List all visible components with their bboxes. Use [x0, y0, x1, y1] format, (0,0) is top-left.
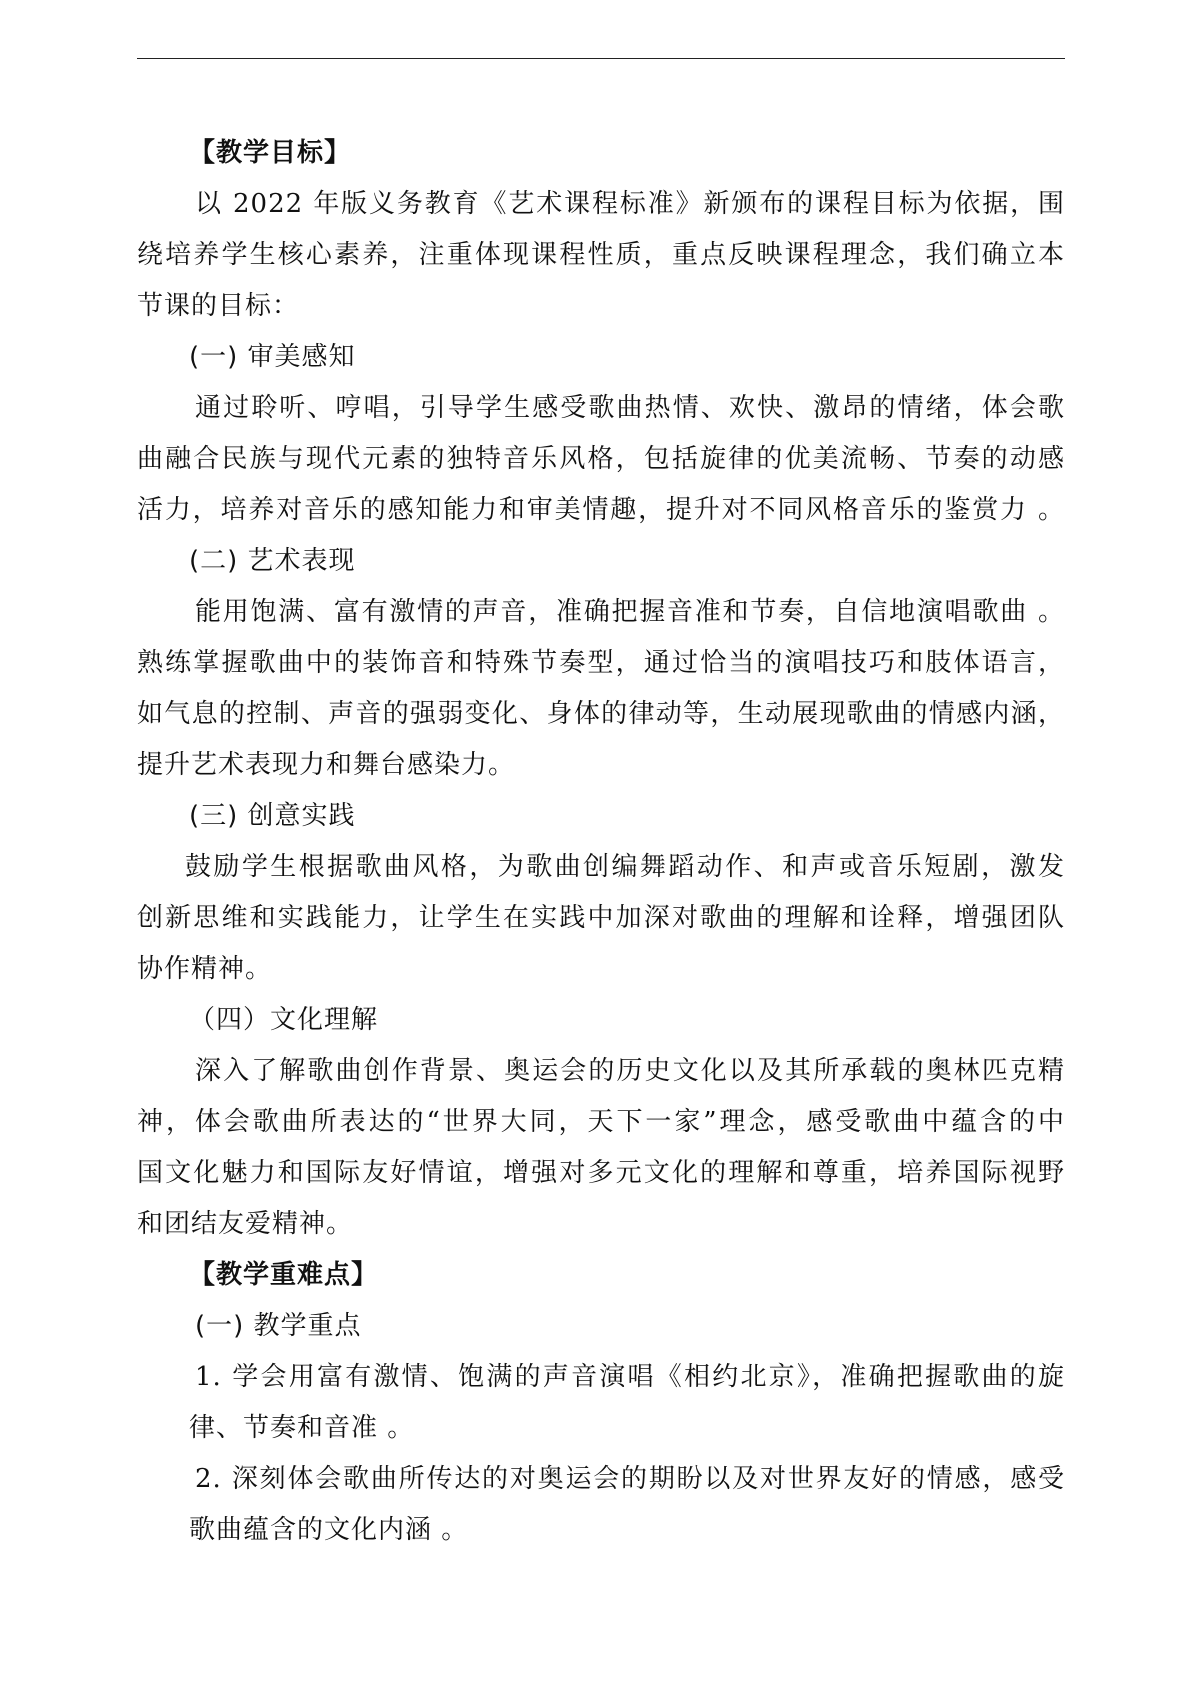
paragraph-line: 曲融合民族与现代元素的独特音乐风格，包括旋律的优美流畅、节奏的动感 — [137, 444, 1065, 474]
paragraph-line: 绕培养学生核心素养，注重体现课程性质，重点反映课程理念，我们确立本 — [137, 240, 1065, 270]
paragraph-line: 通过聆听、哼唱，引导学生感受歌曲热情、欢快、激昂的情绪，体会歌 — [195, 393, 1065, 423]
list-item-line: 律、节奏和音准 。 — [189, 1413, 415, 1443]
paragraph-line: 协作精神。 — [137, 954, 273, 984]
subheading-culture: （四）文化理解 — [189, 1005, 379, 1035]
paragraph-line: 神，体会歌曲所表达的“世界大同，天下一家”理念，感受歌曲中蕴含的中 — [137, 1107, 1065, 1137]
paragraph-line: 鼓励学生根据歌曲风格，为歌曲创编舞蹈动作、和声或音乐短剧，激发 — [185, 852, 1065, 882]
paragraph-line: 活力，培养对音乐的感知能力和审美情趣，提升对不同风格音乐的鉴赏力 。 — [137, 495, 1065, 525]
list-item-line: 1. 学会用富有激情、饱满的声音演唱《相约北京》，准确把握歌曲的旋 — [195, 1362, 1065, 1392]
subheading-focus: (一) 教学重点 — [195, 1311, 362, 1341]
paragraph-line: 熟练掌握歌曲中的装饰音和特殊节奏型，通过恰当的演唱技巧和肢体语言， — [137, 648, 1065, 678]
paragraph-line: 以 2022 年版义务教育《艺术课程标准》新颁布的课程目标为依据，围 — [195, 189, 1065, 219]
list-item-line: 歌曲蕴含的文化内涵 。 — [189, 1515, 469, 1545]
section-heading-goals: 【教学目标】 — [189, 138, 352, 168]
subheading-aesthetic: (一) 审美感知 — [189, 342, 356, 372]
paragraph-line: 和团结友爱精神。 — [137, 1209, 354, 1239]
subheading-practice: (三) 创意实践 — [189, 801, 356, 831]
paragraph-line: 节课的目标： — [137, 291, 300, 321]
section-heading-keypoints: 【教学重难点】 — [189, 1260, 379, 1290]
paragraph-line: 提升艺术表现力和舞台感染力。 — [137, 750, 516, 780]
paragraph-line: 如气息的控制、声音的强弱变化、身体的律动等，生动展现歌曲的情感内涵， — [137, 699, 1065, 729]
paragraph-line: 深入了解歌曲创作背景、奥运会的历史文化以及其所承载的奥林匹克精 — [195, 1056, 1065, 1086]
list-item-line: 2. 深刻体会歌曲所传达的对奥运会的期盼以及对世界友好的情感，感受 — [195, 1464, 1065, 1494]
paragraph-line: 创新思维和实践能力，让学生在实践中加深对歌曲的理解和诠释，增强团队 — [137, 903, 1065, 933]
paragraph-line: 国文化魅力和国际友好情谊，增强对多元文化的理解和尊重，培养国际视野 — [137, 1158, 1065, 1188]
subheading-expression: (二) 艺术表现 — [189, 546, 356, 576]
paragraph-line: 能用饱满、富有激情的声音，准确把握音准和节奏，自信地演唱歌曲 。 — [195, 597, 1065, 627]
header-rule — [137, 58, 1065, 59]
document-body — [137, 128, 1065, 1556]
